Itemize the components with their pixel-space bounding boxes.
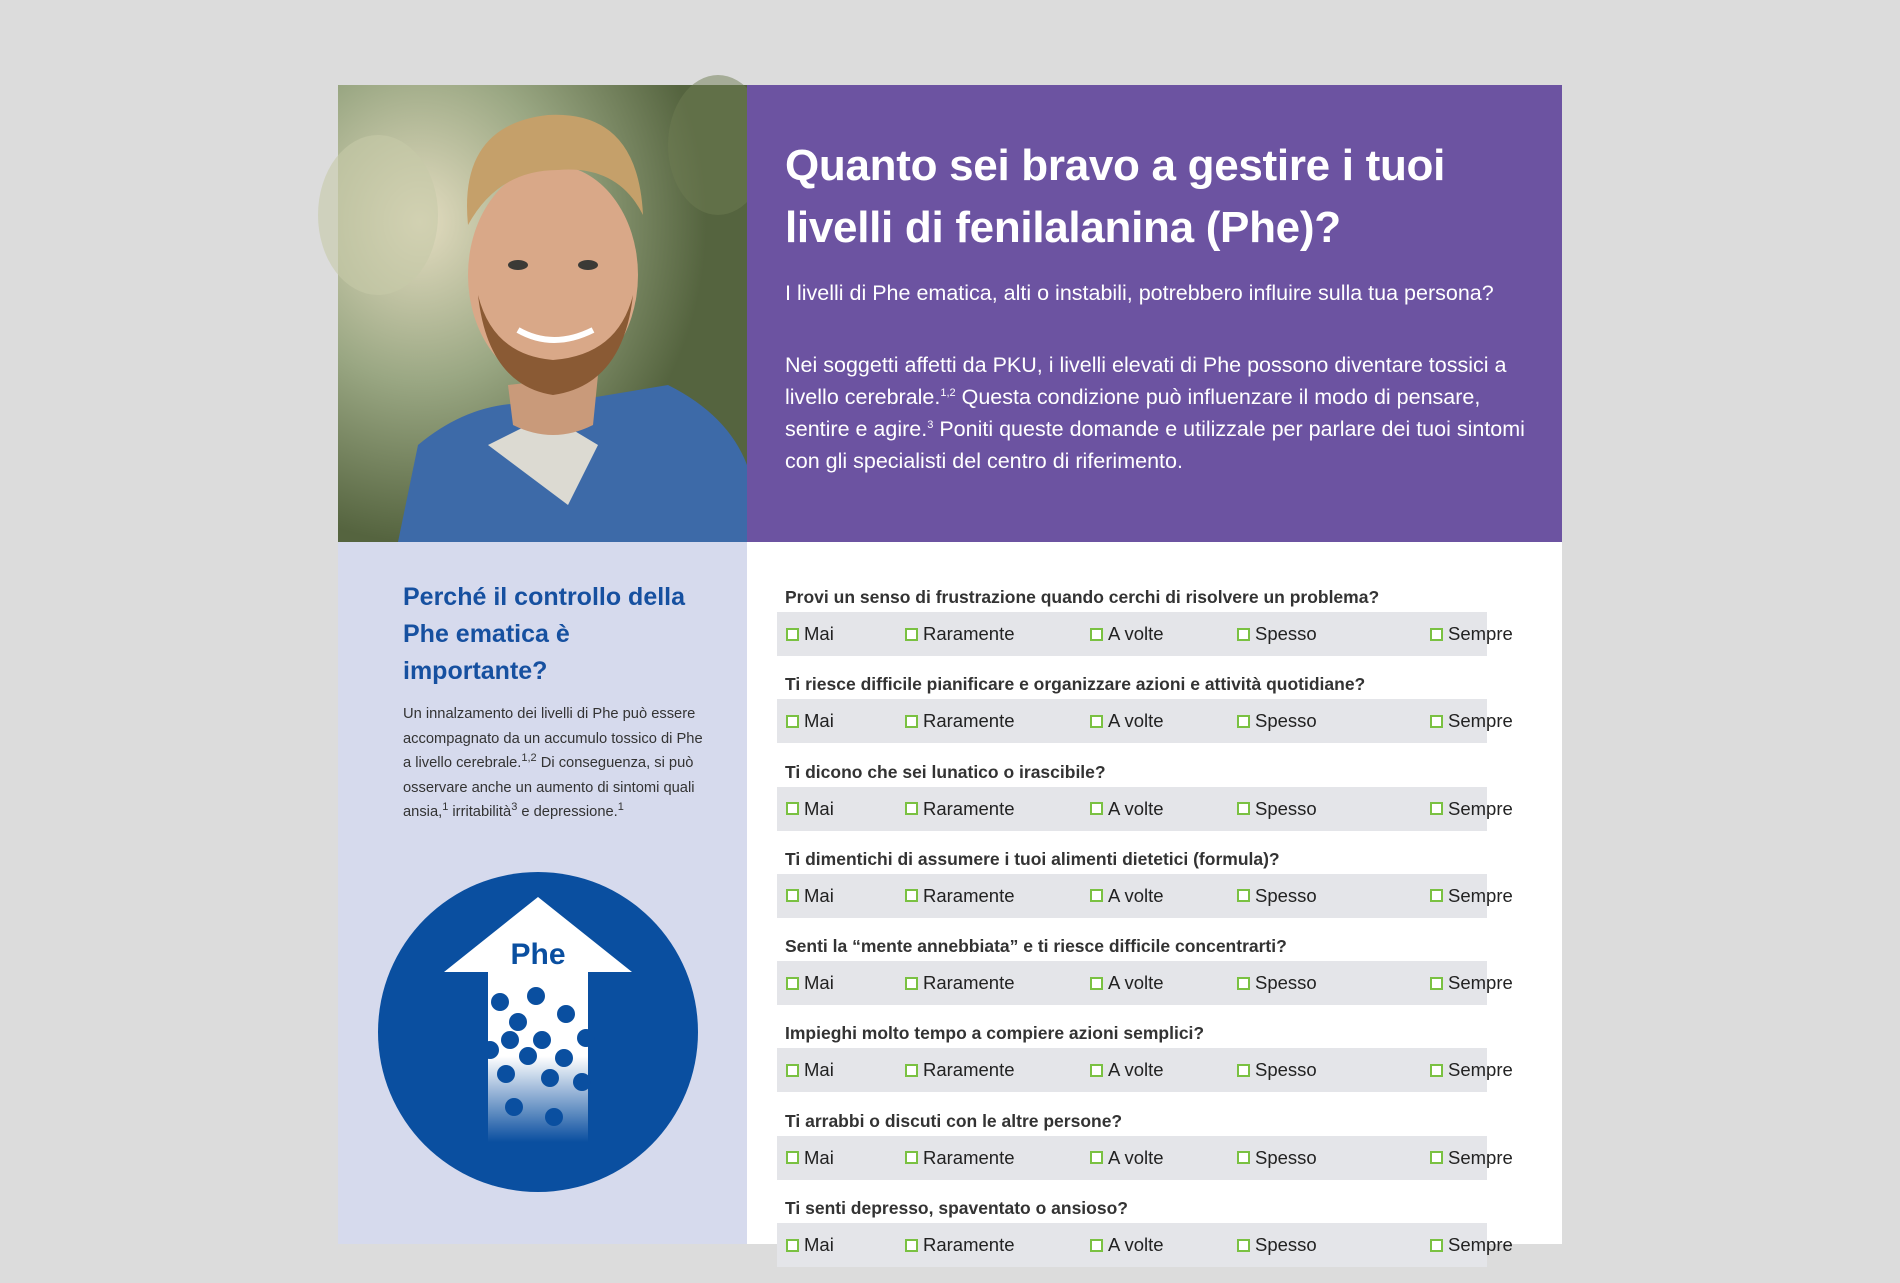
checkbox-icon[interactable] [905, 1064, 918, 1077]
option-label: Spesso [1255, 1146, 1317, 1168]
answer-option-a-volte[interactable] [1090, 1136, 1164, 1180]
answer-option-a-volte[interactable] [1090, 1223, 1164, 1267]
answer-option-mai[interactable] [786, 699, 834, 743]
answer-option-sempre[interactable] [1430, 1048, 1513, 1092]
checkbox-icon[interactable] [1090, 628, 1103, 641]
checkbox-icon[interactable] [1237, 1151, 1250, 1164]
answer-options [777, 612, 1513, 656]
question-text: Senti la “mente annebbiata” e ti riesce difficile concentrarti? [785, 936, 1287, 957]
option-label: Sempre [1448, 623, 1513, 644]
answer-option-mai[interactable] [786, 1048, 834, 1092]
question-item [777, 1021, 1513, 1108]
checkbox-icon[interactable] [1237, 1239, 1250, 1252]
checkbox-icon[interactable] [905, 802, 918, 815]
checkbox-icon[interactable] [1090, 1239, 1103, 1252]
option-label: Sempre [1448, 884, 1513, 906]
option-label: Raramente [923, 797, 1015, 819]
checkbox-icon[interactable] [1430, 1151, 1443, 1164]
option-label: Sempre [1448, 710, 1513, 732]
answer-option-raramente[interactable] [905, 874, 1015, 918]
intro-question: I livelli di Phe ematica, alti o instabili, potrebbero influire sulla tua persona? [785, 281, 1494, 305]
answer-options [777, 699, 1513, 743]
checkbox-icon[interactable] [1237, 715, 1250, 728]
answer-option-raramente[interactable] [905, 1136, 1015, 1180]
option-label: A volte [1108, 1146, 1164, 1168]
document-page [338, 85, 1562, 1256]
answer-option-raramente[interactable] [905, 1223, 1015, 1267]
option-label: Spesso [1255, 1059, 1317, 1081]
option-label: Spesso [1255, 884, 1317, 906]
option-label: Raramente [923, 884, 1015, 906]
answer-option-raramente[interactable] [905, 1048, 1015, 1092]
checkbox-icon[interactable] [1430, 715, 1443, 728]
checkbox-icon[interactable] [1430, 802, 1443, 815]
question-text: Provi un senso di frustrazione quando cerchi di risolvere un problema? [785, 587, 1380, 607]
option-label: Mai [804, 710, 834, 732]
answer-option-sempre[interactable] [1430, 1223, 1513, 1267]
answer-options [777, 1223, 1513, 1267]
checkbox-icon[interactable] [1430, 1239, 1443, 1252]
checkbox-icon[interactable] [1430, 628, 1443, 641]
answer-option-a-volte[interactable] [1090, 961, 1164, 1005]
answer-option-spesso[interactable] [1237, 874, 1317, 918]
answer-option-sempre[interactable] [1430, 699, 1513, 743]
checkbox-icon[interactable] [1090, 977, 1103, 990]
info-sidebar [338, 542, 747, 1244]
option-label: Raramente [923, 1059, 1015, 1081]
answer-option-a-volte[interactable] [1090, 1048, 1164, 1092]
option-label: Spesso [1255, 1234, 1317, 1256]
questionnaire [777, 585, 1513, 1283]
option-label: Raramente [923, 710, 1015, 732]
checkbox-icon[interactable] [786, 889, 799, 902]
answer-option-raramente[interactable] [905, 961, 1015, 1005]
checkbox-icon[interactable] [786, 1239, 799, 1252]
checkbox-icon[interactable] [1237, 628, 1250, 641]
answer-options [777, 961, 1513, 1005]
question-text: Ti dicono che sei lunatico o irascibile? [785, 761, 1106, 782]
answer-option-mai[interactable] [786, 961, 834, 1005]
answer-option-sempre[interactable] [1430, 612, 1513, 656]
option-label: Sempre [1448, 972, 1513, 994]
intro-banner [747, 85, 1562, 542]
checkbox-icon[interactable] [905, 889, 918, 902]
answer-option-raramente[interactable] [905, 699, 1015, 743]
answer-option-sempre[interactable] [1430, 961, 1513, 1005]
sidebar-text: Un innalzamento dei livelli di Phe può essere accompagnato da un accumulo tossico di Phe a livello cerebrale.$^{1,2}$ Di conseguenza, si può osservare anche un aumento di sintomi quali ansia,$^1$ irritabilità$^3$ e depressione.$^1$ [403, 706, 703, 820]
intro-body: Nei soggetti affetti da PKU, i livelli elevati di Phe possono diventare tossici a livello cerebrale.$^{1,2}$ Questa condizione può influenzare il modo di pensare, sentire e agire.$^3$ Poniti queste domande e utilizzale per parlare dei tuoi sintomi con gli specialisti del centro di riferimento. [785, 353, 1525, 473]
option-label: Spesso [1255, 972, 1317, 994]
checkbox-icon[interactable] [1090, 802, 1103, 815]
option-label: Spesso [1255, 623, 1317, 644]
checkbox-icon[interactable] [786, 715, 799, 728]
checkbox-icon[interactable] [1430, 977, 1443, 990]
answer-options [777, 874, 1513, 918]
checkbox-icon[interactable] [905, 715, 918, 728]
option-label: A volte [1108, 1234, 1164, 1256]
page-title: Quanto sei bravo a gestire i tuoi livelli di fenilalanina (Phe)? [785, 141, 1446, 252]
checkbox-icon[interactable] [1237, 802, 1250, 815]
answer-option-spesso[interactable] [1237, 699, 1317, 743]
option-label: Mai [804, 1059, 834, 1081]
option-label: A volte [1108, 972, 1164, 994]
answer-option-mai[interactable] [786, 1136, 834, 1180]
answer-option-spesso[interactable] [1237, 612, 1317, 656]
option-label: Sempre [1448, 1234, 1513, 1256]
option-label: Mai [804, 1234, 834, 1256]
portrait-photo [338, 85, 747, 542]
answer-option-raramente[interactable] [905, 612, 1015, 656]
answer-options [777, 1048, 1513, 1092]
option-label: Sempre [1448, 797, 1513, 819]
answer-options [777, 1136, 1513, 1180]
question-item [777, 1196, 1513, 1283]
question-text: Ti riesce difficile pianificare e organizzare azioni e attività quotidiane? [785, 674, 1366, 695]
question-item [777, 934, 1513, 1021]
option-label: Raramente [923, 623, 1015, 644]
question-item [777, 1109, 1513, 1196]
option-label: A volte [1108, 1059, 1164, 1081]
question-text: Impieghi molto tempo a compiere azioni semplici? [785, 1023, 1205, 1044]
option-label: Sempre [1448, 1059, 1513, 1081]
answer-options [777, 787, 1513, 831]
answer-option-spesso[interactable] [1237, 961, 1317, 1005]
question-text: Ti arrabbi o discuti con le altre persone? [785, 1110, 1123, 1131]
answer-option-raramente[interactable] [905, 787, 1015, 831]
answer-option-mai[interactable] [786, 1223, 834, 1267]
option-label: A volte [1108, 710, 1164, 732]
option-label: Mai [804, 797, 834, 819]
question-text: Ti senti depresso, spaventato o ansioso? [785, 1198, 1128, 1219]
checkbox-icon[interactable] [1237, 1064, 1250, 1077]
answer-option-spesso[interactable] [1237, 1048, 1317, 1092]
checkbox-icon[interactable] [786, 628, 799, 641]
option-label: Mai [804, 972, 834, 994]
checkbox-icon[interactable] [1237, 889, 1250, 902]
option-label: Spesso [1255, 797, 1317, 819]
phe-arrow-icon [378, 872, 698, 1192]
answer-option-sempre[interactable] [1430, 1136, 1513, 1180]
option-label: Mai [804, 623, 834, 644]
question-item [777, 585, 1513, 672]
option-label: A volte [1108, 884, 1164, 906]
checkbox-icon[interactable] [1237, 977, 1250, 990]
answer-option-mai[interactable] [786, 874, 834, 918]
checkbox-icon[interactable] [1090, 1151, 1103, 1164]
checkbox-icon[interactable] [786, 1064, 799, 1077]
question-item [777, 847, 1513, 934]
checkbox-icon[interactable] [786, 977, 799, 990]
sidebar-heading: Perché il controllo della Phe ematica è importante? [403, 583, 686, 685]
checkbox-icon[interactable] [905, 1239, 918, 1252]
answer-option-spesso[interactable] [1237, 787, 1317, 831]
option-label: Raramente [923, 972, 1015, 994]
answer-option-spesso[interactable] [1237, 1223, 1317, 1267]
answer-option-a-volte[interactable] [1090, 874, 1164, 918]
question-item [777, 760, 1513, 847]
checkbox-icon[interactable] [1090, 715, 1103, 728]
answer-option-mai[interactable] [786, 787, 834, 831]
checkbox-icon[interactable] [786, 1151, 799, 1164]
option-label: Spesso [1255, 710, 1317, 732]
option-label: A volte [1108, 797, 1164, 819]
checkbox-icon[interactable] [1090, 1064, 1103, 1077]
checkbox-icon[interactable] [905, 1151, 918, 1164]
checkbox-icon[interactable] [1430, 1064, 1443, 1077]
phe-label: Phe [510, 938, 566, 971]
answer-option-a-volte[interactable] [1090, 787, 1164, 831]
checkbox-icon[interactable] [1090, 889, 1103, 902]
option-label: Sempre [1448, 1146, 1513, 1168]
option-label: Raramente [923, 1234, 1015, 1256]
option-label: A volte [1108, 623, 1164, 644]
question-text: Ti dimentichi di assumere i tuoi alimenti dietetici (formula)? [785, 848, 1280, 869]
answer-option-mai[interactable] [786, 612, 834, 656]
answer-option-a-volte[interactable] [1090, 699, 1164, 743]
checkbox-icon[interactable] [786, 802, 799, 815]
question-item [777, 672, 1513, 759]
checkbox-icon[interactable] [905, 628, 918, 641]
option-label: Raramente [923, 1146, 1015, 1168]
option-label: Mai [804, 884, 834, 906]
answer-option-sempre[interactable] [1430, 787, 1513, 831]
checkbox-icon[interactable] [1430, 889, 1443, 902]
checkbox-icon[interactable] [905, 977, 918, 990]
answer-option-a-volte[interactable] [1090, 612, 1164, 656]
answer-option-sempre[interactable] [1430, 874, 1513, 918]
option-label: Mai [804, 1146, 834, 1168]
answer-option-spesso[interactable] [1237, 1136, 1317, 1180]
